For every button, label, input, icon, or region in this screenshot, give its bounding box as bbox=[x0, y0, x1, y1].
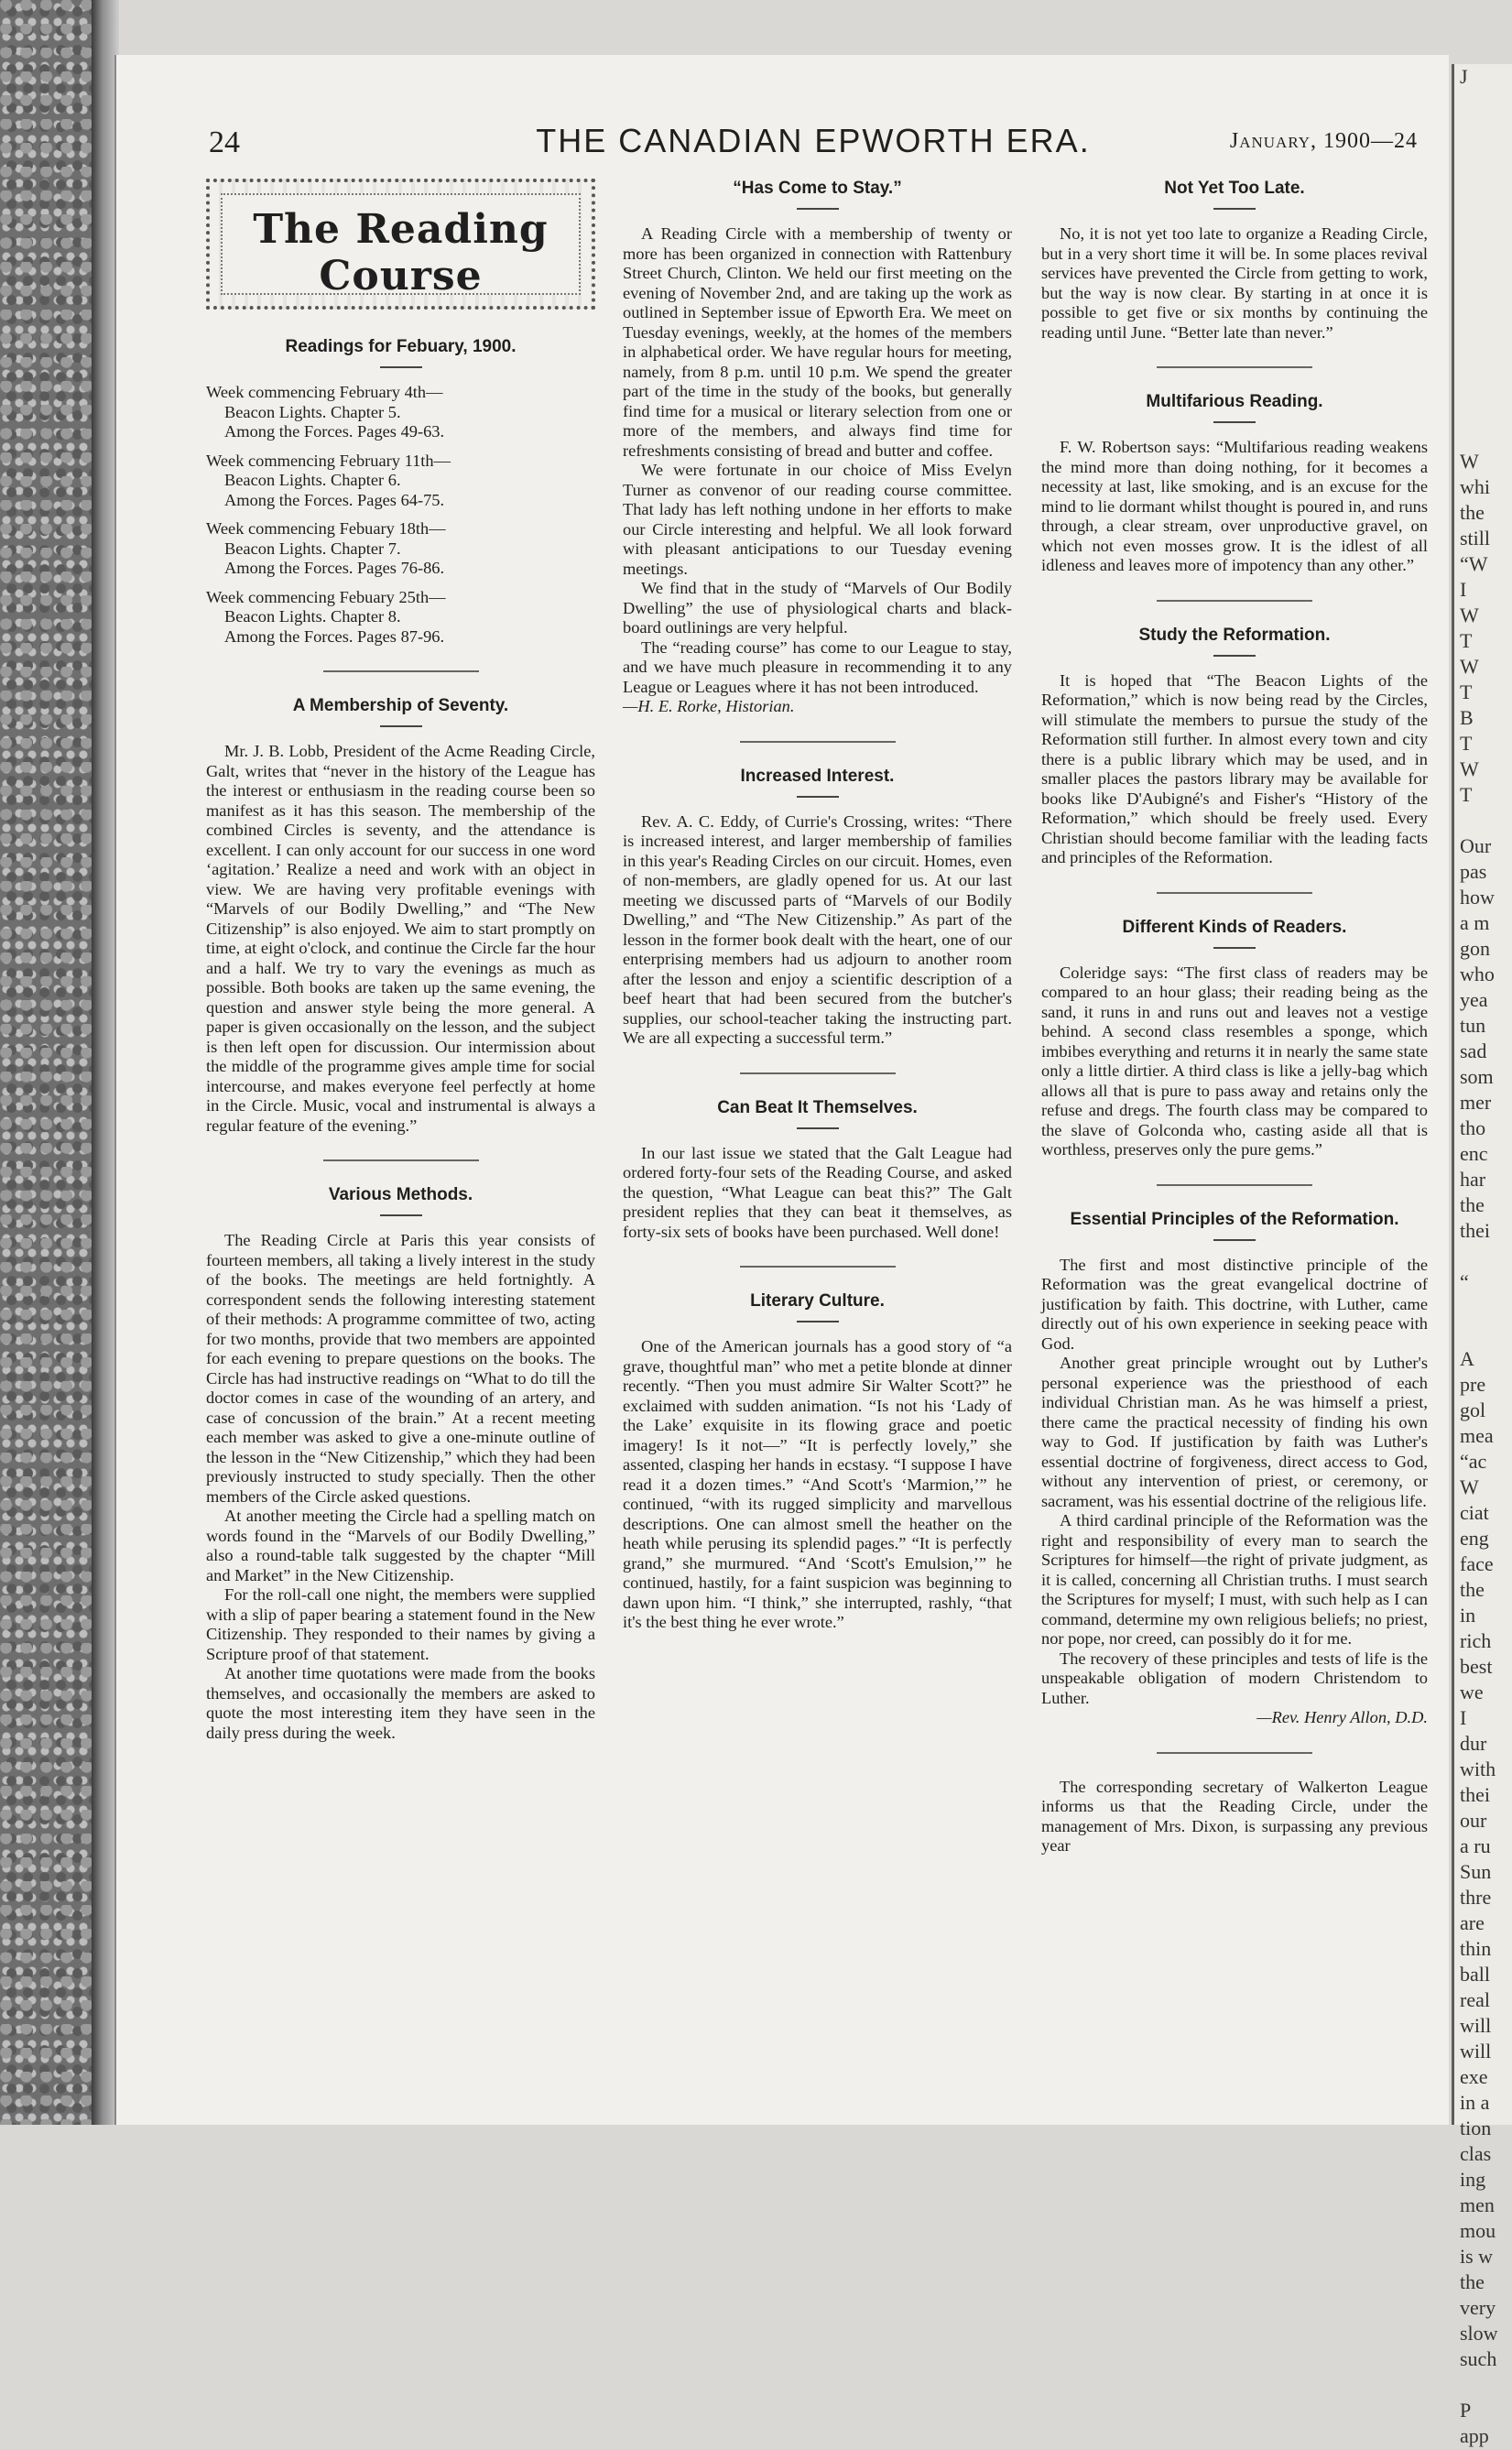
reformation-heading: Study the Reformation. bbox=[1138, 625, 1331, 645]
next-page-fragment bbox=[1454, 423, 1512, 449]
next-page-fragment: P bbox=[1460, 2399, 1472, 2422]
next-page-fragment: very bbox=[1460, 2296, 1496, 2319]
issue-date: January, 1900—24 bbox=[1229, 129, 1418, 153]
journal-title: THE CANADIAN EPWORTH ERA. bbox=[536, 122, 1091, 159]
next-page-fragment: tion bbox=[1460, 2117, 1492, 2139]
next-page-fragment: “ac bbox=[1460, 1450, 1487, 1473]
next-page-fragment: the bbox=[1460, 501, 1485, 524]
next-page-fragment: clas bbox=[1460, 2142, 1492, 2165]
beat-paragraph: In our last issue we stated that the Galt League had ordered forty-four sets of the Reading Course, and asked the question, “What League can beat this?” The Galt president replies that they can beat it themselves, as forty-six sets of books have been purchased. Well done! bbox=[623, 1143, 1012, 1241]
next-page-fragment bbox=[1454, 167, 1512, 192]
next-page-fragment bbox=[1454, 372, 1512, 397]
next-page-fragment: will bbox=[1460, 2040, 1492, 2063]
section-separator bbox=[1157, 1752, 1312, 1754]
heading-rule bbox=[1213, 1239, 1256, 1241]
next-page-fragment: J bbox=[1460, 65, 1468, 88]
next-page-fragment: ing bbox=[1460, 2168, 1486, 2191]
next-page-fragment: mer bbox=[1460, 1091, 1492, 1114]
kinds-heading: Different Kinds of Readers. bbox=[1122, 917, 1347, 937]
next-page-fragment bbox=[1454, 1244, 1512, 1269]
next-page-fragment: in bbox=[1460, 1604, 1476, 1627]
next-page-fragment: thei bbox=[1460, 1783, 1490, 1806]
next-page-fragment bbox=[1454, 295, 1512, 321]
walkerton-paragraph: The corresponding secretary of Walkerton League informs us that the Reading Circle, under the management of Mrs. Dixon, is surpassing any previous year bbox=[1041, 1777, 1428, 1855]
week-book-2: Among the Forces. Pages 64-75. bbox=[224, 490, 445, 509]
next-page-fragment: yea bbox=[1460, 988, 1488, 1011]
late-heading: Not Yet Too Late. bbox=[1164, 179, 1305, 198]
week-commencing: Week commencing Febuary 25th— bbox=[206, 587, 446, 606]
next-page-fragment: tun bbox=[1460, 1014, 1486, 1037]
next-page-fragment: our bbox=[1460, 1809, 1487, 1832]
next-page-fragment: still bbox=[1460, 527, 1491, 550]
next-page-fragment: T bbox=[1460, 629, 1473, 652]
next-page-fragment: thin bbox=[1460, 1937, 1492, 1960]
column-1 bbox=[206, 179, 595, 1743]
heading-rule bbox=[380, 725, 422, 727]
next-page-fragment: exe bbox=[1460, 2065, 1488, 2088]
next-page-fragment: with bbox=[1460, 1758, 1496, 1780]
essential-signature: —Rev. Henry Allon, D.D. bbox=[1256, 1708, 1428, 1726]
reading-week-3 bbox=[206, 519, 595, 579]
stay-paragraph-4: The “reading course” has come to our League to stay, and we have much pleasure in recommending it to any League or Leagues where it has not been introduced. bbox=[623, 637, 1012, 696]
next-page-fragment: enc bbox=[1460, 1142, 1488, 1165]
week-book-2: Among the Forces. Pages 76-86. bbox=[224, 559, 445, 577]
stay-signature: —H. E. Rorke, Historian. bbox=[623, 697, 795, 715]
next-page-fragment: men bbox=[1460, 2193, 1495, 2216]
literary-heading: Literary Culture. bbox=[750, 1291, 885, 1311]
next-page-fragment bbox=[1454, 346, 1512, 372]
next-page-fragment: har bbox=[1460, 1168, 1486, 1191]
methods-paragraph-1: The Reading Circle at Paris this year consists of fourteen members, all taking a lively interest in the study of the books. The meetings are held fortnightly. A correspondent sends the following interesting statement of their methods: A programme committee of two, acting for two months, provide that two members are appointed for each evening to prepare questions on the books. The Circle has had instructive readings on “What to do till the doctor comes in case of the wounding of an artery, and case of concussion of the brain.” At a recent meeting each member was asked to give a one-minute outline of the lesson in the “New Citizenship,” which they had been previously instructed to study specially. Then the other members of the Circle asked questions. bbox=[206, 1231, 595, 1506]
next-page-fragment: a ru bbox=[1460, 1834, 1491, 1857]
ornamental-title-box bbox=[206, 179, 595, 310]
next-page-fragment: best bbox=[1460, 1655, 1493, 1678]
week-book-2: Among the Forces. Pages 49-63. bbox=[224, 422, 445, 441]
late-paragraph: No, it is not yet too late to organize a Reading Circle, but in a very short time it will be. In some places revival services have prevented the Circle from getting to work, but the way is now clear. By starting in at once it is possible to get five or six months by continuing the reading until June. “Better late than never.” bbox=[1041, 224, 1428, 342]
next-page-fragment: mea bbox=[1460, 1424, 1494, 1447]
next-page-fragment bbox=[1454, 90, 1512, 115]
next-page-fragment: gol bbox=[1460, 1399, 1486, 1421]
section-separator bbox=[323, 1159, 479, 1161]
next-page-fragment: how bbox=[1460, 886, 1495, 909]
next-page-fragment: whi bbox=[1460, 475, 1490, 498]
next-page-fragment: mou bbox=[1460, 2219, 1496, 2242]
heading-rule bbox=[797, 208, 839, 210]
methods-paragraph-4: At another time quotations were made from the books themselves, and occasionally the members are asked to quote the most interesting item they have seen in the daily press during the week. bbox=[206, 1664, 595, 1742]
next-page-fragment: are bbox=[1460, 1911, 1485, 1934]
next-page-fragment: W bbox=[1460, 1475, 1479, 1498]
heading-rule bbox=[380, 366, 422, 368]
beat-heading: Can Beat It Themselves. bbox=[717, 1097, 918, 1117]
interest-paragraph: Rev. A. C. Eddy, of Currie's Crossing, writes: “There is increased interest, and larger membership of families in this year's Reading Circles on our circuit. Homes, even of non-members, are gladly opened for us. At our last meeting we discussed parts of “Marvels of our Bodily Dwelling,” and “The New Citizenship.” As part of the lesson in the former book dealt with the heart, one of our enterprising members had us adjourn to another room after the lesson and enjoy a scientific description of a beef heart that had been secured from the butcher's supplies, our school-teacher taking the instructing part. We are all expecting a successful term.” bbox=[623, 811, 1012, 1047]
week-book-1: Beacon Lights. Chapter 8. bbox=[224, 607, 401, 626]
essential-paragraph-4: The recovery of these principles and tests of life is the unspeakable obligation of modern Christendom to Luther. bbox=[1041, 1649, 1428, 1707]
next-page-fragment: such bbox=[1460, 2347, 1497, 2370]
next-page-fragment: W bbox=[1460, 450, 1479, 473]
next-page-fragment bbox=[1454, 218, 1512, 244]
next-page-fragment bbox=[1454, 1321, 1512, 1346]
next-page-fragment: T bbox=[1460, 783, 1473, 806]
next-page-fragment: real bbox=[1460, 1988, 1490, 2011]
reading-course-title: The Reading Course bbox=[253, 206, 549, 299]
next-page-fragment: “ bbox=[1460, 1270, 1469, 1293]
heading-rule bbox=[1213, 947, 1256, 949]
section-separator bbox=[740, 741, 896, 743]
week-book-1: Beacon Lights. Chapter 7. bbox=[224, 539, 401, 558]
next-page-fragment: thei bbox=[1460, 1219, 1490, 1242]
next-page-fragment: ball bbox=[1460, 1963, 1490, 1986]
next-page-fragment: a m bbox=[1460, 911, 1490, 934]
week-commencing: Week commencing February 11th— bbox=[206, 451, 451, 470]
next-page-fragment bbox=[1454, 141, 1512, 167]
next-page-fragment bbox=[1454, 1295, 1512, 1321]
section-separator bbox=[1157, 600, 1312, 602]
literary-paragraph: One of the American journals has a good story of “a grave, thoughtful man” who met a petite blonde at dinner recently. “Then you must admire Sir Walter Scott?” he exclaimed with sudden animation. “Is not his ‘Lady of the Lake’ exquisite in its flowing grace and poetic imagery! Is it not—” “It is perfectly lovely,” she assented, clasping her hands in ecstasy. “I suppose I have read it a dozen times.” “And Scott's ‘Marmion,’” he continued, “with its rugged simplicity and marvellous descriptions. One can almost smell the heather on the heath while perusing its splendid pages.” “It is perfectly grand,” she murmured. “And ‘Scott's Emulsion,’” he continued, hastily, for a faint suspicion was beginning to dawn upon him. “I think,” she interrupted, rashly, “that it's the best thing he ever wrote.” bbox=[623, 1337, 1012, 1631]
next-page-fragment: in a bbox=[1460, 2091, 1490, 2114]
week-commencing: Week commencing February 4th— bbox=[206, 383, 443, 401]
heading-rule bbox=[797, 1127, 839, 1129]
next-page-fragment: pas bbox=[1460, 860, 1487, 883]
week-commencing: Week commencing Febuary 18th— bbox=[206, 519, 446, 538]
next-page-fragment: T bbox=[1460, 680, 1473, 703]
next-page-fragment: “W bbox=[1460, 552, 1488, 575]
reformation-paragraph: It is hoped that “The Beacon Lights of the Reformation,” which is now being read by the Circles, will stimulate the members to pursue the study of the Reformation still further. In almost every town and city there is a public library which may be used, and in smaller places the pastors library may be available for books like D'Aubigné's and Fisher's “History of the Reformation,” which should be freely used. Every Christian should become familiar with the leading facts and principles of the Reformation. bbox=[1041, 670, 1428, 866]
next-page-fragment: I bbox=[1460, 578, 1467, 601]
column-3 bbox=[1041, 179, 1428, 1856]
next-page-fragment: som bbox=[1460, 1065, 1494, 1088]
next-page-fragment: W bbox=[1460, 757, 1479, 780]
section-separator bbox=[740, 1266, 896, 1268]
week-book-1: Beacon Lights. Chapter 5. bbox=[224, 402, 401, 421]
section-separator bbox=[1157, 1184, 1312, 1186]
running-header bbox=[209, 122, 1418, 168]
next-page-fragment: eng bbox=[1460, 1527, 1489, 1550]
reading-week-1 bbox=[206, 383, 595, 442]
next-page-fragment: who bbox=[1460, 963, 1495, 985]
essential-paragraph-1: The first and most distinctive principle of the Reformation was the great evangelical doctrine of justification by faith. This doctrine, with Luther, came directly out of his own experience in seeking peace with God. bbox=[1041, 1255, 1428, 1353]
next-page-fragment: rich bbox=[1460, 1629, 1492, 1652]
reading-week-4 bbox=[206, 588, 595, 648]
next-page-fragment: the bbox=[1460, 1193, 1485, 1216]
next-page-fragment: T bbox=[1460, 732, 1473, 755]
column-2 bbox=[623, 179, 1012, 1633]
next-page-fragment: tho bbox=[1460, 1116, 1486, 1139]
next-page-fragment: face bbox=[1460, 1552, 1494, 1575]
reading-week-2 bbox=[206, 452, 595, 511]
heading-rule bbox=[797, 1321, 839, 1322]
next-page-fragment: we bbox=[1460, 1681, 1484, 1703]
next-page-fragment: thre bbox=[1460, 1886, 1492, 1909]
membership-paragraph: Mr. J. B. Lobb, President of the Acme Reading Circle, Galt, writes that “never in the history of the League has the interest or enthusiasm in the reading course been so manifest as it has this season. The membership of the combined Circles is seventy, and the attendance is excellent. I can only account for our success in one word ‘agitation.’ Realize a need and work with an object in view. We are having very profitable evenings with “Marvels of our Bodily Dwelling,” and “The New Citizenship” is also enjoyed. We aim to start promptly on time, at eight o'clock, and continue the Circle far the hour and a half. We try to vary the evenings as much as possible. Both books are taken up the same evening, the question and answer style being the more general. A paper is given occasionally on the lesson, and the subject is then left open for discussion. Our intermission about the middle of the programme gives ample time for social intercourse, and makes everyone feel perfectly at home in the Circle. Music, vocal and instrumental is always a regular feature of the evening.” bbox=[206, 742, 595, 1135]
next-page-fragment: Our bbox=[1460, 834, 1492, 857]
page-number: 24 bbox=[209, 125, 240, 159]
interest-heading: Increased Interest. bbox=[740, 766, 895, 786]
next-page-fragment: A bbox=[1460, 1347, 1474, 1370]
methods-paragraph-2: At another meeting the Circle had a spelling match on words found in the “Marvels of our Bodily Dwelling,” also a round-table talk suggested by the chapter “Mill and Market” in the New Citizenship. bbox=[206, 1507, 595, 1584]
next-page-edge bbox=[1452, 64, 1512, 2447]
section-separator bbox=[740, 1072, 896, 1074]
stay-paragraph-3: We find that in the study of “Marvels of Our Bodily Dwelling” the use of physiological charts and black-board outlinings are very helpful. bbox=[623, 579, 1012, 637]
next-page-fragment bbox=[1454, 808, 1512, 833]
next-page-fragment bbox=[1454, 115, 1512, 141]
essential-paragraph-3: A third cardinal principle of the Reformation was the right and responsibility of every man to search the Scriptures for himself—the right of private judgment, as it is called, concerning all Christian truths. I must search the Scriptures for myself; I must, with such help as I can command, determine my own religious beliefs; no priest, nor pope, nor creed, can possibly do it for me. bbox=[1041, 1511, 1428, 1648]
next-page-fragment: the bbox=[1460, 1578, 1485, 1601]
heading-rule bbox=[1213, 208, 1256, 210]
next-page-fragment bbox=[1454, 192, 1512, 218]
section-separator bbox=[323, 670, 479, 672]
stay-paragraph-2: We were fortunate in our choice of Miss Evelyn Turner as convenor of our reading course committee. That lady has left nothing undone in her efforts to make our Circle interesting and helpful. We all look forward with pleasant anticipations to our Tuesday evening meetings. bbox=[623, 461, 1012, 578]
stay-heading: “Has Come to Stay.” bbox=[733, 179, 902, 198]
stay-paragraph-1: A Reading Circle with a membership of twenty or more has been organized in connection with Rattenbury Street Church, Clinton. We held our first meeting on the evening of November 2nd, and are taking up the work as outlined in September issue of Epworth Era. We meet on Tuesday evenings, weekly, at the homes of the members in alphabetical order. We have regular hours for meeting, namely, from 8 p.m. until 10 p.m. We spend the greater part of the time in the study of the books, but generally find time for a musical or literary selection from one or more of the members, and always find time for refreshments consisting of bread and butter and coffee. bbox=[623, 224, 1012, 460]
essential-heading: Essential Principles of the Reformation. bbox=[1070, 1209, 1399, 1229]
next-page-fragment: the bbox=[1460, 2270, 1485, 2293]
next-page-fragment: gon bbox=[1460, 937, 1490, 960]
next-page-fragment: will bbox=[1460, 2014, 1492, 2037]
next-page-fragment: B bbox=[1460, 706, 1474, 729]
membership-heading: A Membership of Seventy. bbox=[292, 696, 509, 715]
next-page-fragment bbox=[1454, 244, 1512, 269]
kinds-paragraph: Coleridge says: “The first class of readers may be compared to an hour glass; their reading being as the sand, it runs in and runs out and leaves not a vestige behind. A second class resembles a sponge, which imbibes everything and returns it in nearly the same state only a little dirtier. A third class is like a jelly-bag which allows all that is pure to pass away and retains only the refuse and dregs. The fourth class may be compared to the slave of Golconda who, casting aside all that is worthless, preserves only the pure gems.” bbox=[1041, 963, 1428, 1159]
heading-rule bbox=[380, 1214, 422, 1216]
next-page-fragment: Sun bbox=[1460, 1860, 1492, 1883]
next-page-fragment: W bbox=[1460, 604, 1479, 626]
heading-rule bbox=[1213, 421, 1256, 423]
next-page-fragment: pre bbox=[1460, 1373, 1486, 1396]
methods-heading: Various Methods. bbox=[328, 1185, 473, 1204]
next-page-fragment: slow bbox=[1460, 2322, 1498, 2345]
week-book-1: Beacon Lights. Chapter 6. bbox=[224, 471, 401, 489]
section-separator bbox=[1157, 892, 1312, 894]
next-page-fragment bbox=[1454, 269, 1512, 295]
next-page-fragment bbox=[1454, 2372, 1512, 2398]
heading-rule bbox=[1213, 655, 1256, 657]
next-page-fragment: is w bbox=[1460, 2245, 1494, 2268]
readings-heading: Readings for Febuary, 1900. bbox=[285, 337, 517, 356]
multi-paragraph: F. W. Robertson says: “Multifarious reading weakens the mind more than doing nothing, for it becomes a necessity at last, like smoking, and is an excuse for the mind to lie dormant whilst thought is poured in, and runs through, a clear stream, over unproductive gravel, on which not even mosses grow. It is the idlest of all idleness and leaves more of impotency than any other.” bbox=[1041, 438, 1428, 574]
next-page-fragment: sad bbox=[1460, 1039, 1487, 1062]
next-page-fragment bbox=[1454, 397, 1512, 423]
essential-paragraph-2: Another great principle wrought out by Luther's personal experience was the priesthood of each individual Christian man. As he was himself a priest, there came the practical necessity of finding his own way to God. If justification by faith was Luther's essential doctrine of forgiveness, direct access to God, without any intervention of priest, or ceremony, or sacrament, was his essential doctrine of the religious life. bbox=[1041, 1354, 1428, 1510]
next-page-fragment: ciat bbox=[1460, 1501, 1489, 1524]
next-page-fragment: I bbox=[1460, 1706, 1467, 1729]
next-page-fragment: W bbox=[1460, 655, 1479, 678]
next-page-fragment: app bbox=[1460, 2424, 1489, 2447]
heading-rule bbox=[797, 796, 839, 798]
week-book-2: Among the Forces. Pages 87-96. bbox=[224, 626, 445, 646]
section-separator bbox=[1157, 366, 1312, 368]
next-page-fragment bbox=[1454, 321, 1512, 346]
multi-heading: Multifarious Reading. bbox=[1146, 392, 1323, 411]
next-page-fragment: dur bbox=[1460, 1732, 1487, 1755]
methods-paragraph-3: For the roll-call one night, the members were supplied with a slip of paper bearing a statement found in the New Citizenship. They responded to their names by giving a Scripture proof of that statement. bbox=[206, 1585, 595, 1663]
